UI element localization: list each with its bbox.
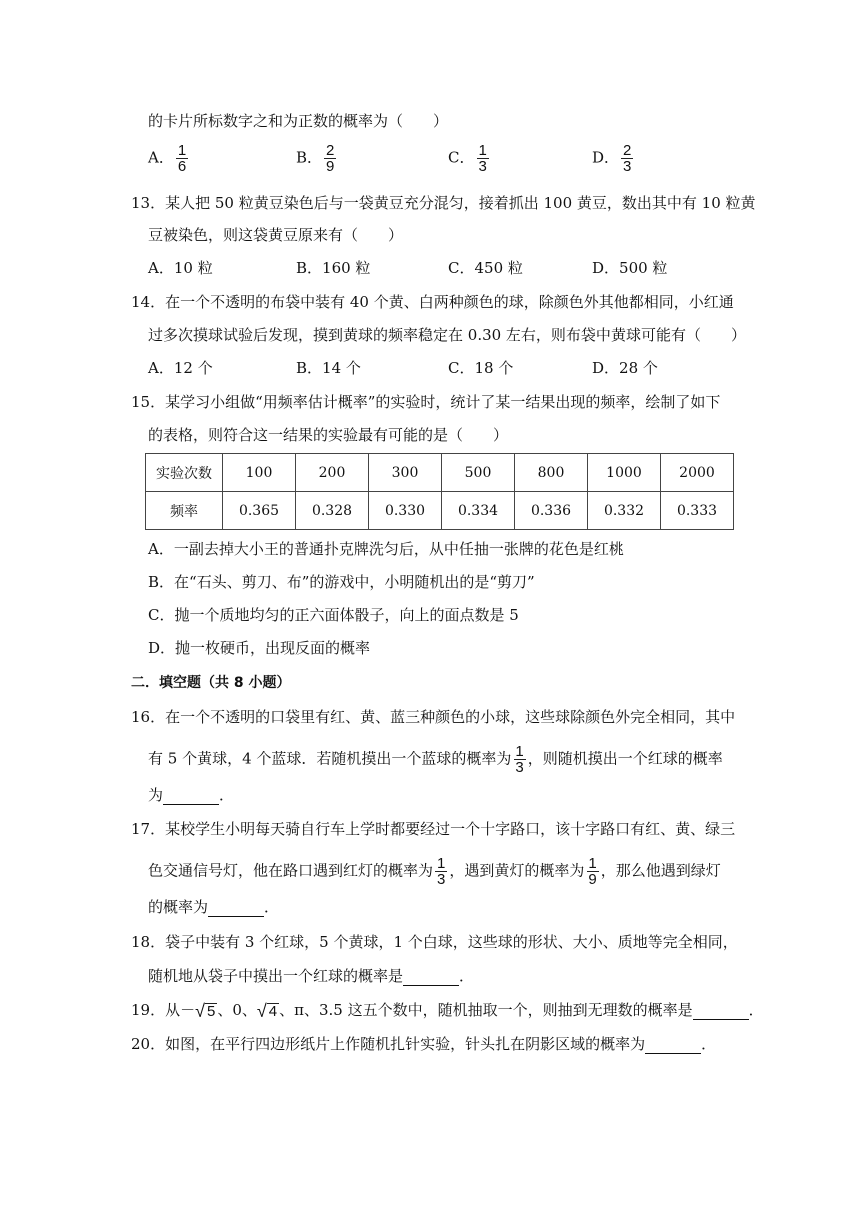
q12-option-c [448, 144, 491, 173]
q14-option-c: C．18 个 [448, 359, 514, 377]
q13-option-b: B．160 粒 [296, 259, 371, 277]
q19-line [131, 1000, 764, 1020]
square-root [257, 1002, 279, 1020]
frequency-table [145, 453, 734, 530]
numerator: 1 [588, 855, 597, 872]
fraction [476, 144, 488, 173]
q12-option-a [148, 144, 190, 173]
q12-text: 的卡片所标数字之和为正数的概率为（ ） [148, 112, 449, 130]
table-header-cell: 实验次数 [146, 454, 223, 492]
q17-line-1: 17．某校学生小明每天骑自行车上学时都要经过一个十字路口，该十字路口有红、黄、绿三 [131, 820, 736, 838]
table-cell: 300 [369, 454, 442, 492]
numerator: 2 [623, 142, 632, 159]
q15-option-a: A．一副去掉大小王的普通扑克牌洗匀后，从中任抽一张牌的花色是红桃 [148, 540, 624, 558]
q12-line [148, 111, 448, 131]
table-cell: 0.330 [369, 492, 442, 530]
q14-line-1: 14．在一个不透明的布袋中装有 40 个黄、白两种颜色的球，除颜色外其他都相同，小红通 [131, 293, 734, 311]
numerator: 1 [515, 743, 524, 760]
fraction [435, 857, 447, 886]
square-root [195, 1002, 217, 1020]
q13-option-a: A．10 粒 [148, 259, 213, 277]
q17-text: ，遇到黄灯的概率为 [449, 861, 585, 880]
q14-option-d: D．28 个 [592, 359, 658, 377]
denominator: 9 [326, 158, 335, 175]
denominator: 9 [588, 871, 597, 888]
q13-option-d: D．500 粒 [592, 259, 668, 277]
q17-text: ，那么他遇到绿灯 [600, 861, 721, 880]
option-label: B． [296, 148, 323, 167]
q16-text: 有 5 个黄球，4 个蓝球．若随机摸出一个蓝球的概率为 [148, 749, 512, 768]
table-cell: 0.332 [588, 492, 661, 530]
q19-text: 、0、 [217, 1001, 257, 1019]
table-cell: 0.334 [442, 492, 515, 530]
table-cell: 100 [223, 454, 296, 492]
q14-option-a: A．12 个 [148, 359, 213, 377]
q16-line-3 [148, 785, 234, 805]
q16-line-2 [148, 745, 723, 774]
fraction [513, 745, 525, 774]
table-header-cell: 频率 [146, 492, 223, 530]
table-cell: 200 [296, 454, 369, 492]
answer-blank[interactable] [208, 900, 264, 917]
denominator: 3 [437, 871, 446, 888]
fraction [586, 857, 598, 886]
answer-blank[interactable] [403, 969, 459, 986]
q18-text: 随机地从袋子中摸出一个红球的概率是 [148, 967, 404, 985]
table-row [146, 492, 734, 530]
denominator: 6 [177, 158, 187, 175]
q13-line-1: 13．某人把 50 粒黄豆染色后与一袋黄豆充分混匀，接着抓出 100 黄豆，数出其中有 10 粒黄 [131, 194, 756, 212]
q15-option-b: B．在“石头、剪刀、布”的游戏中，小明随机出的是“剪刀” [148, 573, 535, 591]
q18-text: ． [459, 967, 475, 985]
table-cell: 2000 [661, 454, 734, 492]
q16-text: ，则随机摸出一个红球的概率 [527, 749, 723, 768]
q17-text: 色交通信号灯，他在路口遇到红灯的概率为 [148, 861, 434, 880]
q12-option-d [592, 144, 635, 173]
fraction [324, 144, 336, 173]
q19-text: 、π、3.5 这五个数中，随机抽取一个，则抽到无理数的概率是 [279, 1001, 693, 1019]
table-cell: 800 [515, 454, 588, 492]
q15-line-2: 的表格，则符合这一结果的实验最有可能的是（ ） [148, 426, 509, 444]
q18-line-1: 18．袋子中装有 3 个红球，5 个黄球，1 个白球，这些球的形状、大小、质地等完全相同， [131, 933, 738, 951]
section-heading: 二．填空题（共 8 小题） [131, 675, 291, 691]
q20-line [131, 1034, 716, 1054]
q14-option-b: B．14 个 [296, 359, 361, 377]
q16-text: ． [219, 786, 235, 804]
q19-text: ． [748, 1001, 764, 1019]
denominator: 3 [623, 158, 632, 175]
table-cell: 0.328 [296, 492, 369, 530]
table-cell: 1000 [588, 454, 661, 492]
q16-line-1: 16．在一个不透明的口袋里有红、黄、蓝三种颜色的小球，这些球除颜色外完全相同，其中 [131, 708, 736, 726]
denominator: 3 [478, 158, 487, 175]
q13-line-2: 豆被染色，则这袋黄豆原来有（ ） [148, 226, 404, 244]
radicand: 5 [206, 1003, 216, 1020]
radical-sign: √ [256, 1001, 267, 1021]
numerator: 1 [437, 855, 446, 872]
numerator: 1 [177, 142, 187, 159]
q13-option-c: C．450 粒 [448, 259, 523, 277]
q12-option-b [296, 144, 338, 173]
q19-text: 19．从－ [131, 1001, 196, 1019]
q17-text: ． [264, 898, 280, 916]
fraction [621, 144, 633, 173]
q17-text: 的概率为 [148, 898, 209, 916]
option-label: D． [592, 148, 620, 167]
answer-blank[interactable] [645, 1037, 701, 1054]
q14-line-2: 过多次摸球试验后发现，摸到黄球的频率稳定在 0.30 左右，则布袋中黄球可能有（ ） [148, 326, 746, 344]
numerator: 2 [326, 142, 335, 159]
table-cell: 500 [442, 454, 515, 492]
answer-blank[interactable] [693, 1003, 749, 1020]
q20-text: 20．如图，在平行四边形纸片上作随机扎针实验，针头扎在阴影区域的概率为 [131, 1035, 646, 1053]
q17-line-3 [148, 897, 279, 917]
q15-option-d: D．抛一枚硬币，出现反面的概率 [148, 639, 371, 657]
q16-text: 为 [148, 786, 164, 804]
fraction [176, 144, 188, 173]
q15-option-c: C．抛一个质地均匀的正六面体骰子，向上的面点数是 5 [148, 606, 519, 624]
radical-sign: √ [195, 1001, 205, 1021]
table-cell: 0.365 [223, 492, 296, 530]
table-cell: 0.336 [515, 492, 588, 530]
table-row [146, 454, 734, 492]
numerator: 1 [478, 142, 487, 159]
denominator: 3 [515, 759, 524, 776]
option-label: A． [148, 148, 174, 167]
q15-line-1: 15．某学习小组做“用频率估计概率”的实验时，统计了某一结果出现的频率，绘制了如下 [131, 393, 721, 411]
answer-blank[interactable] [163, 788, 219, 805]
q18-line-2 [148, 966, 474, 986]
option-label: C． [448, 148, 475, 167]
q17-line-2 [148, 857, 721, 886]
q20-text: ． [701, 1035, 717, 1053]
radicand: 4 [268, 1003, 278, 1020]
table-cell: 0.333 [661, 492, 734, 530]
